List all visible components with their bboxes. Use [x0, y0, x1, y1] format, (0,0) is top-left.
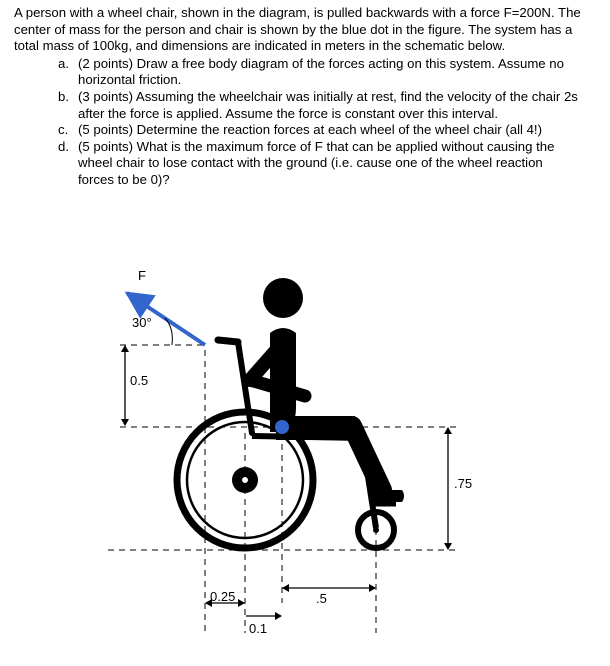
problem-intro: A person with a wheel chair, shown in the diagram, is pulled backwards with a force F=200N. The center of mass for the person and chair is shown by the blue dot in the figure. The system has a total mass of 100kg, and dimensions are indicated in meters in the schematic below.	[14, 5, 581, 54]
center-of-mass-dot	[275, 420, 289, 434]
part-letter: d.	[58, 138, 69, 154]
handle-height-label: 0.5	[130, 373, 149, 388]
force-label: F	[138, 268, 146, 283]
wheelchair-diagram	[100, 258, 500, 658]
chair-back-post	[238, 342, 252, 433]
part-a	[14, 56, 598, 89]
person-figure	[250, 278, 404, 502]
part-text: (2 points) Draw a free body diagram of the forces acting on this system. Assume no horizontal friction.	[78, 55, 564, 88]
axle-to-com-label: 0.1	[249, 621, 268, 636]
person-head	[263, 278, 303, 318]
part-d	[14, 139, 598, 189]
problem-parts-list	[14, 56, 598, 189]
caster-axle-point	[373, 527, 379, 533]
part-text: (5 points) Determine the reaction forces at each wheel of the wheel chair (all 4!)	[78, 122, 542, 138]
part-letter: c.	[58, 122, 69, 138]
handle-to-axle-label: 0.25	[210, 589, 236, 604]
push-handle	[218, 340, 238, 342]
person-foot	[372, 490, 404, 502]
person-forearm	[250, 380, 305, 396]
part-letter: b.	[58, 88, 69, 104]
part-b	[14, 89, 598, 122]
part-c	[14, 122, 598, 139]
com-to-caster-label: .5	[316, 591, 327, 606]
part-text: (3 points) Assuming the wheelchair was initially at rest, find the velocity of the chair 2s after the force is applied. Assume the force is constant over this interval.	[78, 88, 578, 121]
com-height-label: .75	[454, 476, 473, 491]
chair-seat-frame	[252, 436, 362, 438]
part-letter: a.	[58, 55, 69, 71]
angle-label: 30°	[132, 315, 152, 330]
part-text: (5 points) What is the maximum force of F that can be applied without causing the wheel chair to lose contact with the ground (i.e. cause one of the wheel reaction forces to be 0)?	[78, 138, 555, 187]
problem-statement	[14, 5, 598, 189]
axle-point	[242, 477, 248, 483]
